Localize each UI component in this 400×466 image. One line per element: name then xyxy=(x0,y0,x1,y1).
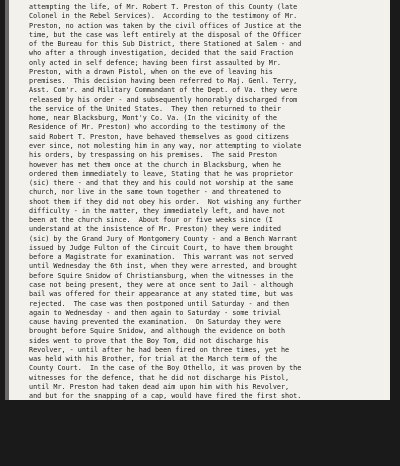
document-line: before Squire Snidow of Christiansburg, when the witnesses in the xyxy=(29,271,294,280)
document-line: premises. This decision having been referred to Maj. Genl. Terry, xyxy=(29,77,298,86)
document-line: (sic) there - and that they and his could not worship at the same xyxy=(29,179,294,188)
document-line: March term of the Montgomery County Court, which convenes on the xyxy=(29,438,290,447)
document-line: Residence of Mr. Preston) who according to the testimony of the xyxy=(29,123,286,132)
document-line: witnesses for the defence, that he did not discharge his Pistol, xyxy=(29,373,290,382)
document-line: Asst. Com'r. and Military Commandant of the Dept. of Va. they were xyxy=(29,86,298,95)
document-line: County Court. In the case of the Boy Othello, it was proven by the xyxy=(29,364,302,373)
document-line: only acted in self defence; having been first assaulted by Mr. xyxy=(29,58,281,67)
document-line: before a Magistrate for examination. This warrant was not served xyxy=(29,253,294,262)
document-line: released by his order - and subsequently honorably discharged from xyxy=(29,95,298,104)
document-line: of the Bureau for this Sub District, there Stationed at Salem - and xyxy=(29,40,302,49)
document-line: first Monday in the month. xyxy=(29,447,135,456)
document-line: ordered them immediately to leave, Stating that he was proprietor xyxy=(29,169,294,178)
document-line: and but for the snapping of a cap, would have fired the first shot. xyxy=(29,392,302,401)
document-line: attempting the life, of Mr. Robert T. Preston of this County (late xyxy=(29,3,298,11)
document-line: home, near Blacksburg, Mont'y Co. Va. (In the vicinity of the xyxy=(29,114,277,123)
document-line: (sic) by the Grand Jury of Montgomery County - and a Bench Warrant xyxy=(29,234,298,243)
document-line: who after a through investigation, decided that the said Fraction xyxy=(29,49,294,58)
document-line: to the Sum of One hundred dollars each, for their appearance at the xyxy=(29,429,302,438)
document-line: case not being present, they were at once sent to Jail - although xyxy=(29,280,294,289)
document-line: shoot them if they did not obey his order. Not wishing any further xyxy=(29,197,302,206)
document-line: was held with his Brother, for trial at the March term of the xyxy=(29,355,277,364)
document-line: Awaiting Your Instructions xyxy=(29,457,204,466)
document-line: his orders, by trespassing on his premises. The said Preston xyxy=(29,151,277,160)
document-line: Preston, no action was taken by the civil offices of Justice at the xyxy=(29,21,302,30)
document-line: rejected. The case was then postponed until Saturday - and then xyxy=(29,299,290,308)
document-line: time. They were however released from confinement, on giving bail xyxy=(29,419,298,428)
document-line: Mr. Preston stated that he did not snap the cap, but simply raised xyxy=(29,401,298,410)
document-line: bail was offered for their appearance at any stated time, but was xyxy=(29,290,294,299)
document-line: sides went to prove that the Boy Tom, did not discharge his xyxy=(29,336,269,345)
document-line: until Mr. Preston had taken dead aim upon him with his Revolver, xyxy=(29,382,290,391)
document-line: difficulty - in the matter, they immediately left, and have not xyxy=(29,206,286,215)
document-line: Colonel in the Rebel Services). According to the testimony of Mr. xyxy=(29,12,298,21)
document-line: brought before Squire Snidow, and although the evidence on both xyxy=(29,327,286,336)
document-line: however has met them once at the church in Blacksburg, when he xyxy=(29,160,281,169)
document-line: understand at the insistence of Mr. Preston) they were indited xyxy=(29,225,281,234)
document-line: (sic) his piece, in the position to fire, cocking it at the same xyxy=(29,410,290,419)
document-line: the service of the United States. They then returned to their xyxy=(29,104,281,113)
document-line: cause having prevented the examination. On Saturday they were xyxy=(29,318,281,327)
document-line: Preston, with a drawn Pistol, when on the eve of leaving his xyxy=(29,67,273,76)
document-line: issued by Judge Fulton of the Circuit Court, to have them brought xyxy=(29,243,294,252)
document-page xyxy=(9,0,390,466)
document-line: again to Wednesday - and then again to Saturday - some trivial xyxy=(29,308,281,317)
document-line: until Wednesday the 6th inst, when they were arrested, and brought xyxy=(29,262,298,271)
document-line: church, nor live in the same town together - and threatened to xyxy=(29,188,281,197)
document-line: said Robert T. Preston, have behaved themselves as good citizens xyxy=(29,132,290,141)
document-line: time, but the case was left entirely at the disposal of the Officer xyxy=(29,30,302,39)
document-line: ever since, not molesting him in any way, nor attempting to violate xyxy=(29,141,302,150)
document-line: Revolver, - until after he had been fired on three times, yet he xyxy=(29,345,290,354)
document-line: been at the church since. About four or five weeks since (I xyxy=(29,216,273,225)
document-body xyxy=(29,3,375,466)
